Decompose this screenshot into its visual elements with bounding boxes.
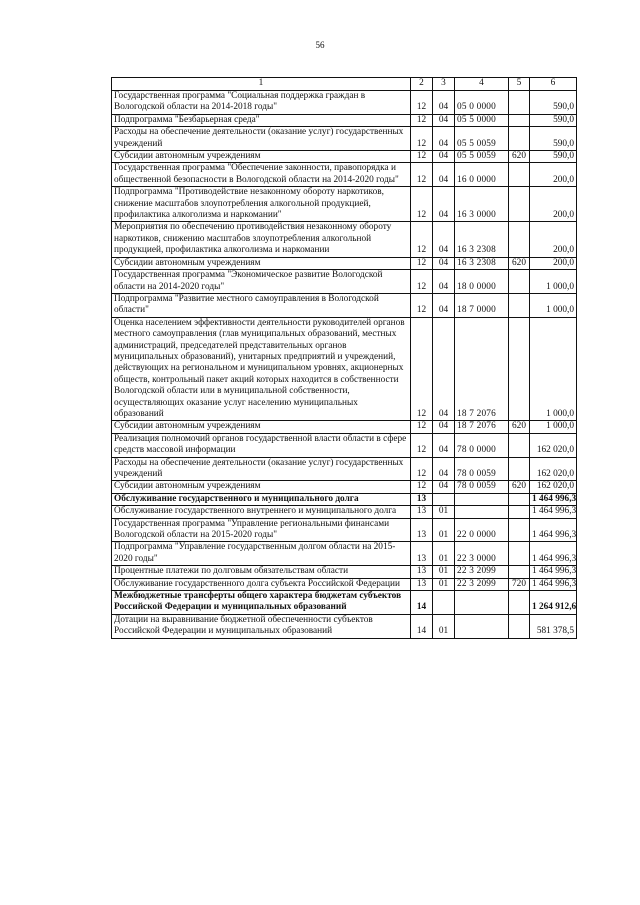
table-row bbox=[112, 457, 577, 481]
table-row bbox=[112, 518, 577, 542]
row-name: Субсидии автономным учреждениям bbox=[112, 151, 411, 163]
table-row bbox=[112, 222, 577, 257]
row-target-article: 05 5 0059 bbox=[455, 151, 509, 163]
header-col-2: 2 bbox=[411, 78, 433, 91]
row-subsection: 04 bbox=[433, 114, 455, 126]
row-name: Государственная программа "Обеспечение законности, правопорядка и общественной безопасности в Вологодской области на 2014-2020 годы" bbox=[112, 163, 411, 187]
table-row bbox=[112, 481, 577, 493]
row-amount: 1 264 912,6 bbox=[530, 591, 577, 615]
header-col-5: 5 bbox=[509, 78, 530, 91]
row-target-article: 16 3 2308 bbox=[455, 257, 509, 269]
table-header-row bbox=[112, 78, 577, 91]
row-expense-type: 620 bbox=[509, 257, 530, 269]
row-amount: 200,0 bbox=[530, 257, 577, 269]
header-col-4: 4 bbox=[455, 78, 509, 91]
table-row bbox=[112, 317, 577, 421]
row-amount: 1 464 996,3 bbox=[530, 542, 577, 566]
table-row bbox=[112, 614, 577, 638]
row-expense-type bbox=[509, 114, 530, 126]
row-section: 12 bbox=[411, 127, 433, 151]
row-target-article: 78 0 0059 bbox=[455, 457, 509, 481]
table-row bbox=[112, 163, 577, 187]
row-amount: 1 464 996,3 bbox=[530, 578, 577, 590]
row-expense-type bbox=[509, 293, 530, 317]
row-amount: 590,0 bbox=[530, 91, 577, 115]
row-expense-type bbox=[509, 457, 530, 481]
table-row bbox=[112, 187, 577, 222]
row-subsection: 01 bbox=[433, 506, 455, 518]
row-expense-type bbox=[509, 614, 530, 638]
row-subsection: 01 bbox=[433, 566, 455, 578]
row-amount: 1 464 996,3 bbox=[530, 518, 577, 542]
row-section: 13 bbox=[411, 493, 433, 505]
row-amount: 1 000,0 bbox=[530, 270, 577, 294]
row-amount: 162 020,0 bbox=[530, 457, 577, 481]
row-expense-type bbox=[509, 433, 530, 457]
row-expense-type bbox=[509, 222, 530, 257]
row-expense-type bbox=[509, 127, 530, 151]
row-name: Субсидии автономным учреждениям bbox=[112, 421, 411, 433]
row-name: Государственная программа "Экономическое развитие Вологодской области на 2014-2020 годы" bbox=[112, 270, 411, 294]
table-row bbox=[112, 506, 577, 518]
row-section: 12 bbox=[411, 317, 433, 421]
row-section: 12 bbox=[411, 481, 433, 493]
row-section: 13 bbox=[411, 542, 433, 566]
table-row bbox=[112, 542, 577, 566]
table-row bbox=[112, 421, 577, 433]
row-expense-type bbox=[509, 542, 530, 566]
row-subsection: 04 bbox=[433, 433, 455, 457]
row-name: Обслуживание государственного долга субъекта Российской Федерации bbox=[112, 578, 411, 590]
table-row bbox=[112, 578, 577, 590]
row-expense-type: 720 bbox=[509, 578, 530, 590]
row-subsection: 04 bbox=[433, 257, 455, 269]
header-col-3: 3 bbox=[433, 78, 455, 91]
table-row bbox=[112, 151, 577, 163]
row-target-article: 22 3 2099 bbox=[455, 578, 509, 590]
row-subsection bbox=[433, 591, 455, 615]
row-amount: 581 378,5 bbox=[530, 614, 577, 638]
row-amount: 162 020,0 bbox=[530, 481, 577, 493]
row-name: Расходы на обеспечение деятельности (оказание услуг) государственных учреждений bbox=[112, 127, 411, 151]
table-row bbox=[112, 591, 577, 615]
row-target-article: 16 0 0000 bbox=[455, 163, 509, 187]
row-target-article: 16 3 2308 bbox=[455, 222, 509, 257]
row-section: 12 bbox=[411, 457, 433, 481]
table-row bbox=[112, 91, 577, 115]
row-expense-type bbox=[509, 317, 530, 421]
row-name: Межбюджетные трансферты общего характера бюджетам субъектов Российской Федерации и муниципальных образований bbox=[112, 591, 411, 615]
row-expense-type bbox=[509, 591, 530, 615]
row-amount: 1 464 996,3 bbox=[530, 493, 577, 505]
row-target-article bbox=[455, 614, 509, 638]
row-expense-type bbox=[509, 163, 530, 187]
row-name: Оценка населением эффективности деятельности руководителей органов местного самоуправления (глав муниципальных образований, местных администраций, председателей представительных органов муниципальных образований), унитарных предприятий и учреждений, действующих на региональном и муниципальном уровнях, акционерных обществ, контрольный пакет акций которых находится в собственности Вологодской области или в муниципальной собственности, осуществляющих оказание услуг населению муниципальных образований bbox=[112, 317, 411, 421]
row-amount: 200,0 bbox=[530, 187, 577, 222]
row-target-article bbox=[455, 591, 509, 615]
row-name: Реализация полномочий органов государственной власти области в сфере средств массовой информации bbox=[112, 433, 411, 457]
row-section: 12 bbox=[411, 91, 433, 115]
row-name: Государственная программа "Социальная поддержка граждан в Вологодской области на 2014-2018 годы" bbox=[112, 91, 411, 115]
row-subsection: 04 bbox=[433, 91, 455, 115]
row-target-article: 22 3 0000 bbox=[455, 542, 509, 566]
row-section: 12 bbox=[411, 187, 433, 222]
row-subsection: 04 bbox=[433, 187, 455, 222]
row-name: Обслуживание государственного внутреннего и муниципального долга bbox=[112, 506, 411, 518]
row-section: 13 bbox=[411, 518, 433, 542]
row-subsection: 01 bbox=[433, 614, 455, 638]
row-amount: 1 000,0 bbox=[530, 421, 577, 433]
table-row bbox=[112, 114, 577, 126]
row-section: 13 bbox=[411, 578, 433, 590]
row-target-article: 78 0 0000 bbox=[455, 433, 509, 457]
row-section: 13 bbox=[411, 506, 433, 518]
row-target-article bbox=[455, 506, 509, 518]
row-expense-type bbox=[509, 91, 530, 115]
table-row bbox=[112, 257, 577, 269]
row-name: Подпрограмма "Развитие местного самоуправления в Вологодской области" bbox=[112, 293, 411, 317]
row-target-article: 16 3 0000 bbox=[455, 187, 509, 222]
row-name: Субсидии автономным учреждениям bbox=[112, 481, 411, 493]
table-row bbox=[112, 270, 577, 294]
table-row bbox=[112, 493, 577, 505]
table-row bbox=[112, 293, 577, 317]
row-name: Расходы на обеспечение деятельности (оказание услуг) государственных учреждений bbox=[112, 457, 411, 481]
row-section: 12 bbox=[411, 257, 433, 269]
row-subsection: 04 bbox=[433, 421, 455, 433]
row-section: 12 bbox=[411, 222, 433, 257]
row-amount: 200,0 bbox=[530, 163, 577, 187]
table-row bbox=[112, 433, 577, 457]
row-section: 12 bbox=[411, 433, 433, 457]
row-subsection: 04 bbox=[433, 151, 455, 163]
row-amount: 1 000,0 bbox=[530, 293, 577, 317]
row-target-article: 05 5 0059 bbox=[455, 127, 509, 151]
row-name: Мероприятия по обеспечению противодействия незаконному обороту наркотиков, снижению масштабов злоупотребления алкогольной продукцией, профилактика алкоголизма и наркомании bbox=[112, 222, 411, 257]
row-target-article: 78 0 0059 bbox=[455, 481, 509, 493]
row-section: 12 bbox=[411, 421, 433, 433]
row-amount: 1 000,0 bbox=[530, 317, 577, 421]
header-col-6: 6 bbox=[530, 78, 577, 91]
row-subsection: 04 bbox=[433, 270, 455, 294]
row-expense-type bbox=[509, 518, 530, 542]
row-target-article: 22 3 2099 bbox=[455, 566, 509, 578]
row-amount: 162 020,0 bbox=[530, 433, 577, 457]
row-target-article: 18 7 2076 bbox=[455, 421, 509, 433]
row-target-article: 22 0 0000 bbox=[455, 518, 509, 542]
row-expense-type bbox=[509, 493, 530, 505]
row-name: Подпрограмма "Управление государственным долгом области на 2015-2020 годы" bbox=[112, 542, 411, 566]
row-target-article bbox=[455, 493, 509, 505]
row-target-article: 18 0 0000 bbox=[455, 270, 509, 294]
row-name: Субсидии автономным учреждениям bbox=[112, 257, 411, 269]
page-number: 56 bbox=[315, 40, 325, 50]
row-subsection: 04 bbox=[433, 163, 455, 187]
row-subsection: 04 bbox=[433, 293, 455, 317]
row-name: Подпрограмма "Безбарьерная среда" bbox=[112, 114, 411, 126]
row-expense-type bbox=[509, 187, 530, 222]
row-amount: 590,0 bbox=[530, 114, 577, 126]
row-target-article: 18 7 2076 bbox=[455, 317, 509, 421]
row-target-article: 05 5 0000 bbox=[455, 114, 509, 126]
row-target-article: 18 7 0000 bbox=[455, 293, 509, 317]
table-row bbox=[112, 127, 577, 151]
row-expense-type: 620 bbox=[509, 151, 530, 163]
header-col-1: 1 bbox=[112, 78, 411, 91]
row-expense-type: 620 bbox=[509, 481, 530, 493]
row-section: 12 bbox=[411, 151, 433, 163]
row-amount: 590,0 bbox=[530, 151, 577, 163]
table-row bbox=[112, 566, 577, 578]
row-section: 14 bbox=[411, 591, 433, 615]
row-section: 14 bbox=[411, 614, 433, 638]
row-subsection: 04 bbox=[433, 317, 455, 421]
row-subsection: 01 bbox=[433, 542, 455, 566]
row-name: Дотации на выравнивание бюджетной обеспеченности субъектов Российской Федерации и муниципальных образований bbox=[112, 614, 411, 638]
row-subsection: 04 bbox=[433, 457, 455, 481]
row-expense-type: 620 bbox=[509, 421, 530, 433]
row-name: Процентные платежи по долговым обязательствам области bbox=[112, 566, 411, 578]
row-subsection: 01 bbox=[433, 518, 455, 542]
row-target-article: 05 0 0000 bbox=[455, 91, 509, 115]
budget-table bbox=[111, 77, 577, 639]
row-subsection: 04 bbox=[433, 222, 455, 257]
row-section: 12 bbox=[411, 163, 433, 187]
row-section: 12 bbox=[411, 270, 433, 294]
row-section: 13 bbox=[411, 566, 433, 578]
row-amount: 590,0 bbox=[530, 127, 577, 151]
row-name: Государственная программа "Управление региональными финансами Вологодской области на 2015-2020 годы" bbox=[112, 518, 411, 542]
row-name: Обслуживание государственного и муниципального долга bbox=[112, 493, 411, 505]
row-amount: 1 464 996,3 bbox=[530, 566, 577, 578]
row-subsection bbox=[433, 493, 455, 505]
row-name: Подпрограмма "Противодействие незаконному обороту наркотиков, снижение масштабов злоупотребления алкогольной продукцией, профилактика алкоголизма и наркомании" bbox=[112, 187, 411, 222]
table-body bbox=[112, 91, 577, 639]
row-amount: 200,0 bbox=[530, 222, 577, 257]
row-subsection: 04 bbox=[433, 127, 455, 151]
row-expense-type bbox=[509, 270, 530, 294]
row-expense-type bbox=[509, 566, 530, 578]
row-subsection: 01 bbox=[433, 578, 455, 590]
row-section: 12 bbox=[411, 293, 433, 317]
row-subsection: 04 bbox=[433, 481, 455, 493]
row-amount: 1 464 996,3 bbox=[530, 506, 577, 518]
row-expense-type bbox=[509, 506, 530, 518]
row-section: 12 bbox=[411, 114, 433, 126]
